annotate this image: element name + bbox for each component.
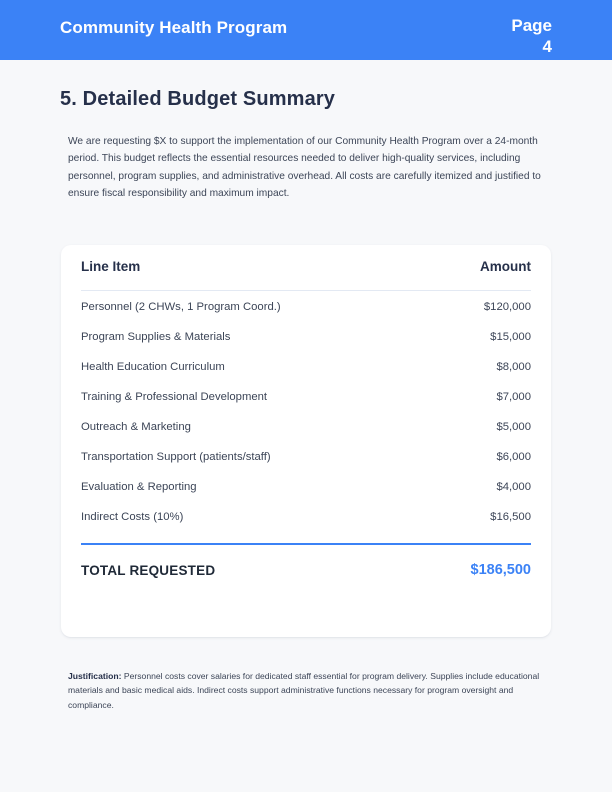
table-total-row [81, 543, 531, 599]
column-header-amount: Amount [480, 259, 531, 274]
row-amount: $5,000 [496, 421, 531, 433]
row-label: Evaluation & Reporting [81, 481, 197, 493]
row-label: Transportation Support (patients/staff) [81, 451, 271, 463]
section-heading: 5. Detailed Budget Summary [60, 88, 336, 110]
justification-label: Justification: [68, 671, 122, 681]
document-title: Community Health Program [60, 18, 288, 37]
row-amount: $16,500 [490, 511, 531, 523]
budget-summary-card [61, 245, 551, 637]
total-label: TOTAL REQUESTED [81, 563, 216, 578]
table-row [81, 504, 531, 534]
table-body [81, 291, 531, 534]
table-row [81, 294, 531, 324]
row-label: Personnel (2 CHWs, 1 Program Coord.) [81, 301, 281, 313]
page-header [0, 0, 612, 60]
row-amount: $4,000 [496, 481, 531, 493]
budget-table [81, 245, 531, 599]
row-amount: $15,000 [490, 331, 531, 343]
table-row [81, 414, 531, 444]
table-row [81, 324, 531, 354]
row-label: Indirect Costs (10%) [81, 511, 184, 523]
table-header-row [81, 245, 531, 291]
total-amount: $186,500 [470, 562, 531, 578]
table-row [81, 444, 531, 474]
row-amount: $8,000 [496, 361, 531, 373]
row-label: Health Education Curriculum [81, 361, 225, 373]
intro-paragraph: We are requesting $X to support the implementation of our Community Health Program over a 24-month period. This budget reflects the essential resources needed to deliver high-quality services, including personnel, program supplies, and administrative overhead. All costs are carefully itemized and justified to ensure fiscal responsibility and maximum impact. [68, 136, 541, 199]
row-label: Program Supplies & Materials [81, 331, 231, 343]
row-label: Training & Professional Development [81, 391, 268, 403]
justification-note [68, 669, 546, 712]
page-number-label: Page 4 [511, 16, 552, 56]
justification-text: Personnel costs cover salaries for dedicated staff essential for program delivery. Supplies include educational materials and basic medical aids. Indirect costs support administrative functions necessary for program oversight and compliance. [68, 671, 540, 710]
table-row [81, 474, 531, 504]
table-row [81, 354, 531, 384]
row-amount: $7,000 [496, 391, 531, 403]
row-amount: $120,000 [483, 301, 531, 313]
row-label: Outreach & Marketing [81, 421, 191, 433]
table-row [81, 384, 531, 414]
row-amount: $6,000 [496, 451, 531, 463]
column-header-line-item: Line Item [81, 259, 141, 274]
